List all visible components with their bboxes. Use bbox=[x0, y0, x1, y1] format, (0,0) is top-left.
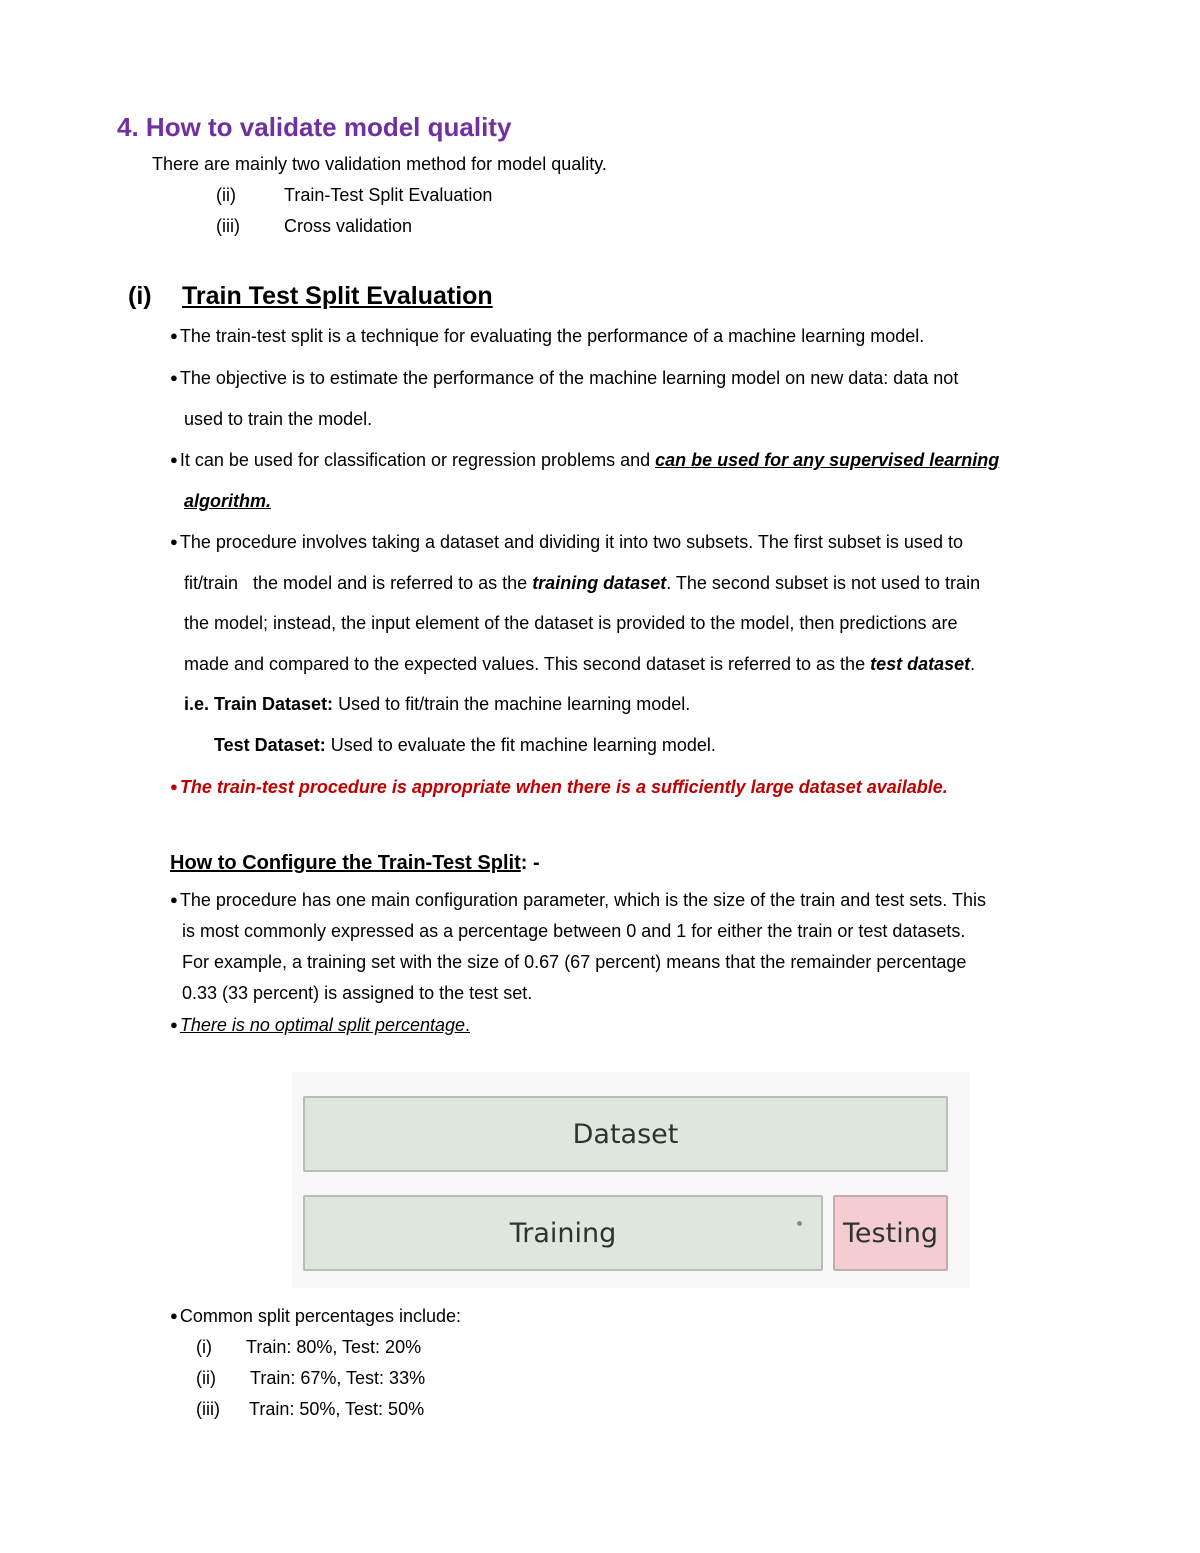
split-num: (i) bbox=[196, 1337, 212, 1357]
bullet-item: ● The objective is to estimate the performance of the machine learning model on new data: data not bbox=[170, 368, 959, 388]
testing-box: Testing bbox=[833, 1195, 948, 1271]
note-text: There is no optimal split percentage bbox=[179, 1015, 466, 1035]
warning-bullet bbox=[170, 776, 948, 800]
split-label: Train: 67%, Test: 33% bbox=[250, 1368, 426, 1388]
method-label-1: Train-Test Split Evaluation bbox=[284, 185, 493, 205]
bullet-icon: ● bbox=[170, 452, 178, 467]
bullet-continuation: For example, a training set with the size of 0.67 (67 percent) means that the remainder percentage bbox=[182, 952, 967, 972]
subsection-heading bbox=[128, 282, 493, 311]
bullet-continuation: fit/train the model and is referred to as the training dataset. The second subset is not used to train bbox=[184, 573, 981, 593]
dataset-box: Dataset bbox=[303, 1096, 948, 1172]
emphasis-text: test dataset bbox=[870, 654, 971, 674]
emphasis-text: training dataset bbox=[532, 573, 667, 593]
emphasis-text: can be used for any supervised learning bbox=[655, 450, 1000, 470]
train-dataset-def: i.e. Train Dataset: Used to fit/train the machine learning model. bbox=[184, 694, 691, 714]
bullet-icon: ● bbox=[170, 1308, 178, 1323]
section-title: How to validate model quality bbox=[145, 112, 512, 142]
method-label-2: Cross validation bbox=[284, 216, 413, 236]
bullet-icon: ● bbox=[170, 328, 178, 343]
section-number: 4. bbox=[117, 112, 139, 142]
subsection-number: (i) bbox=[128, 282, 152, 310]
split-label: Train: 80%, Test: 20% bbox=[246, 1337, 422, 1357]
test-dataset-label: Test Dataset: bbox=[214, 735, 326, 755]
warning-text: The train-test procedure is appropriate when there is a sufficiently large dataset available. bbox=[179, 777, 948, 797]
dot-mark bbox=[797, 1221, 802, 1226]
bullet-continuation: 0.33 (33 percent) is assigned to the test set. bbox=[182, 983, 533, 1003]
bullet-icon: ● bbox=[170, 1017, 178, 1032]
bullet-continuation: used to train the model. bbox=[184, 409, 373, 429]
split-num: (ii) bbox=[196, 1368, 216, 1388]
method-num-1: (ii) bbox=[216, 185, 236, 205]
bullet-item: ● It can be used for classification or regression problems and can be used for any supervised learning bbox=[170, 450, 1000, 470]
bullet-item: ● There is no optimal split percentage. bbox=[170, 1015, 471, 1035]
splits-heading: Common split percentages include: bbox=[179, 1306, 462, 1326]
split-num: (iii) bbox=[196, 1399, 220, 1419]
method-num-2: (iii) bbox=[216, 216, 240, 236]
bullet-item: ● The train-test split is a technique for evaluating the performance of a machine learning model. bbox=[170, 326, 925, 346]
config-title: How to Configure the Train-Test Split bbox=[170, 852, 521, 874]
emphasis-text: algorithm. bbox=[184, 491, 272, 511]
bullet-continuation: the model; instead, the input element of the dataset is provided to the model, then predictions are bbox=[184, 613, 958, 633]
intro-text: There are mainly two validation method for model quality. bbox=[152, 154, 607, 174]
bullet-continuation: made and compared to the expected values. This second dataset is referred to as the test dataset. bbox=[184, 654, 976, 674]
test-dataset-def: Test Dataset: Used to evaluate the fit machine learning model. bbox=[214, 735, 716, 755]
train-test-split-diagram bbox=[292, 1072, 970, 1288]
bullet-icon: ● bbox=[170, 779, 178, 794]
bullet-icon: ● bbox=[170, 892, 178, 907]
bullet-item bbox=[170, 1305, 461, 1329]
train-dataset-label: Train Dataset: bbox=[214, 694, 334, 714]
config-heading: How to Configure the Train-Test Split: - bbox=[170, 852, 540, 874]
bullet-icon: ● bbox=[170, 534, 178, 549]
training-box: Training bbox=[303, 1195, 823, 1271]
bullet-continuation: is most commonly expressed as a percentage between 0 and 1 for either the train or test datasets. bbox=[182, 921, 966, 941]
section-heading bbox=[117, 112, 511, 143]
bullet-icon: ● bbox=[170, 370, 178, 385]
bullet-item: ● The procedure has one main configuration parameter, which is the size of the train and test sets. This bbox=[170, 890, 986, 910]
bullet-item: ● The procedure involves taking a dataset and dividing it into two subsets. The first subset is used to bbox=[170, 532, 963, 552]
split-label: Train: 50%, Test: 50% bbox=[249, 1399, 425, 1419]
subsection-title: Train Test Split Evaluation bbox=[182, 282, 493, 310]
